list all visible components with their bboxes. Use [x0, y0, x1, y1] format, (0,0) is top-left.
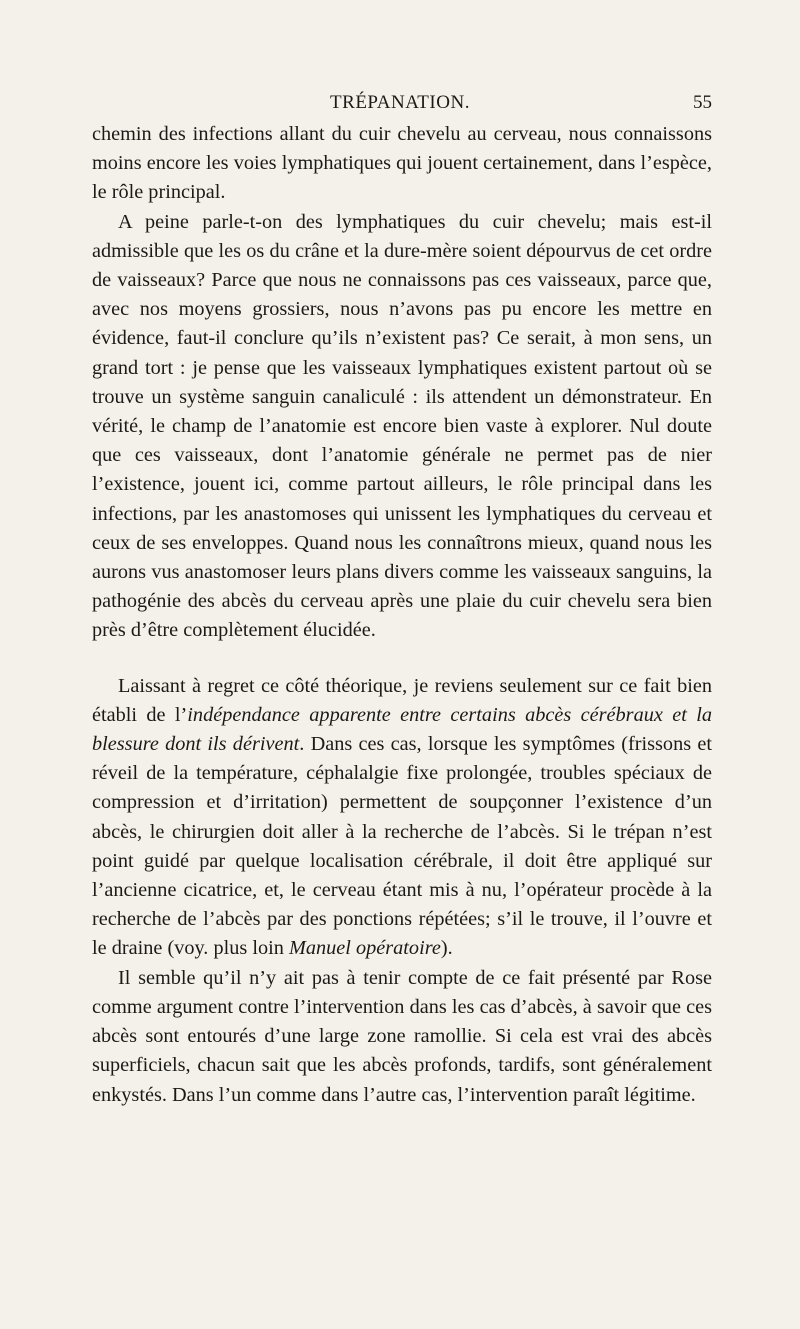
text-run: . Dans ces cas, lorsque les symptômes (frissons et réveil de la température, céphalalgie fixe prolongée, troubles spéciaux de compression et d’irritation) permettent de soupçonner l’existence d’un abcès, le chirurgien doit aller à la recherche de l’abcès. Si le trépan n’est point guidé par quelque localisation cérébrale, il doit être appliqué sur l’ancienne cicatrice, et, le cerveau étant mis à nu, l’opérateur procède à la recherche de l’abcès par des ponctions répétées; s’il le trouve, il l’ouvre et le draine (voy. plus loin: [92, 733, 712, 960]
page-number: 55: [693, 92, 712, 113]
paragraph: [92, 964, 712, 1110]
text-run: A peine parle-t-on des lymphatiques du cuir chevelu; mais est-il admissible que les os du crâne et la dure-mère soient dépourvus de cet ordre de vaisseaux? Parce que nous ne connaissons pas ces vaisseaux, parce que, avec nos moyens grossiers, nous n’avons pas pu encore les mettre en évidence, faut-il conclure qu’ils n’existent pas? Ce serait, à mon sens, un grand tort : je pense que les vaisseaux lymphatiques existent partout où se trouve un système sanguin canaliculé : ils attendent un démonstrateur. En vérité, le champ de l’anatomie est encore bien vaste à explorer. Nul doute que ces vaisseaux, dont l’anatomie générale ne permet pas de nier l’existence, jouent ici, comme partout ailleurs, le rôle principal dans les infections, par les anastomoses qui unissent les lymphatiques du cerveau et ceux de ses enveloppes. Quand nous les connaîtrons mieux, quand nous les aurons vus anastomoser leurs plans divers comme les vaisseaux sanguins, la pathogénie des abcès du cerveau après une plaie du cuir chevelu sera bien près d’être complètement élucidée.: [92, 210, 712, 642]
text-run: Laissant à regret ce côté théorique, je reviens seulement sur ce fait bien établi de l’: [92, 674, 712, 726]
text-run: Il semble qu’il n’y ait pas à tenir compte de ce fait présenté par Rose comme argument contre l’intervention dans les cas d’abcès, à savoir que ces abcès sont entourés d’une large zone ramollie. Si cela est vrai des abcès superficiels, chacun sait que les abcès profonds, tardifs, sont généralement enkystés. Dans l’un comme dans l’autre cas, l’intervention paraît légitime.: [92, 966, 712, 1106]
running-title: TRÉPANATION.: [330, 92, 470, 113]
paragraph: [92, 120, 712, 208]
text-run: ).: [440, 937, 453, 960]
text-run: chemin des infections allant du cuir chevelu au cerveau, nous connaissons moins encore les voies lymphatiques qui jouent certainement, dans l’espèce, le rôle principal.: [92, 123, 712, 204]
paragraph: [92, 672, 712, 964]
paragraph: [92, 208, 712, 646]
italic-run: indépendance apparente entre certains abcès cérébraux et la blessure dont ils dérivent: [92, 703, 712, 756]
body-text: [92, 120, 712, 1110]
running-head: [0, 92, 800, 116]
italic-run: Manuel opératoire: [288, 937, 441, 960]
